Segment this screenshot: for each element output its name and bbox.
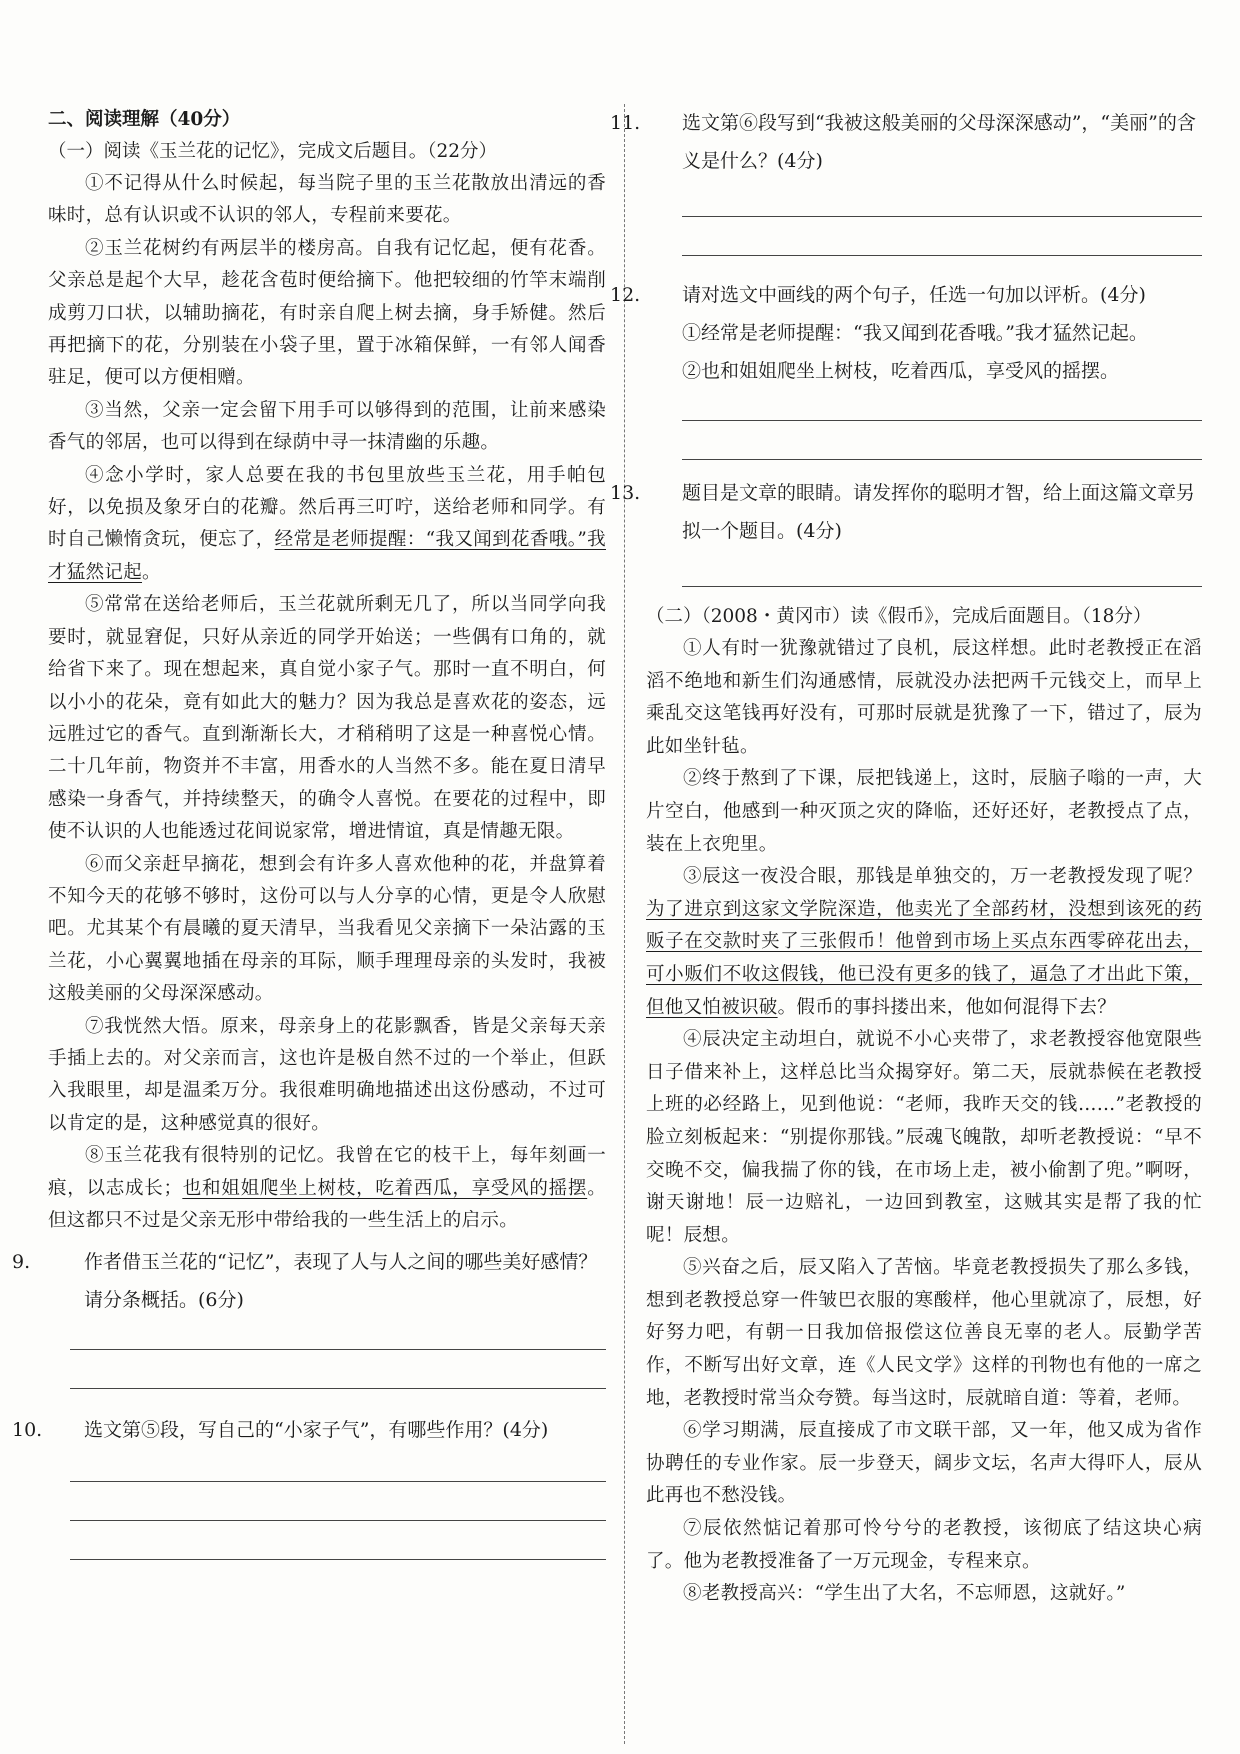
underlined-sentence: 也和姐姐爬坐上树枝，吃着西瓜，享受风的摇摆 bbox=[182, 1177, 588, 1199]
paragraph-text: ⑧玉兰花我有很特别的记忆。我曾在它的枝干上，每年刻画一痕，以志成长； bbox=[48, 1145, 606, 1199]
paragraph bbox=[646, 633, 1202, 763]
paragraph bbox=[646, 1513, 1202, 1578]
paragraph bbox=[48, 589, 606, 848]
paragraph-text: ③当然，父亲一定会留下用手可以够得到的范围，让前来感染香气的邻居，也可以得到在绿荫中寻一抹清幽的乐趣。 bbox=[48, 399, 606, 454]
question-11: 11. 选文第⑥段写到“我被这般美丽的父母深深感动”，“美丽”的含义是什么？(4分) bbox=[610, 112, 1196, 172]
paragraph-text: ①人有时一犹豫就错过了良机，辰这样想。此时老教授正在滔滔不绝地和新生们沟通感情，辰就没办法把两千元钱交上，而早上乘乱交这笔钱再好没有，可那时辰就是犹豫了一下，错过了，辰为此如坐针毡。 bbox=[646, 638, 1202, 757]
paragraph bbox=[646, 763, 1202, 861]
paragraph-text: ⑧老教授高兴：“学生出了大名，不忘师恩，这就好。” bbox=[683, 1583, 1126, 1605]
paragraph bbox=[646, 1578, 1202, 1611]
paragraph bbox=[48, 460, 606, 590]
paragraph-text: 。但这都只不过是父亲无形中带给我的一些生活上的启示。 bbox=[48, 1177, 606, 1231]
paragraph bbox=[48, 395, 606, 460]
answer-line[interactable] bbox=[70, 1388, 606, 1389]
paragraph bbox=[646, 861, 1202, 1024]
answer-line[interactable] bbox=[682, 586, 1202, 587]
answer-line[interactable] bbox=[682, 255, 1202, 256]
paragraph-text: ⑥而父亲赶早摘花，想到会有许多人喜欢他种的花，并盘算着不知今天的花够不够时，这份可以与人分享的心情，更是令人欣慰吧。尤其某个有晨曦的夏天清早，当我看见父亲摘下一朵沾露的玉兰花，小心翼翼地插在母亲的耳际，顺手理理母亲的头发时，我被这般美丽的父母深深感动。 bbox=[48, 853, 606, 1005]
paragraph-text: ②玉兰花树约有两层半的楼房高。自我有记忆起，便有花香。父亲总是起个大早，趁花含苞时便给摘下。他把较细的竹竿末端削成剪刀口状，以辅助摘花，有时亲自爬上树去摘，身手矫健。然后再把摘下的花，分别装在小袋子里，置于冰箱保鲜，一有邻人闻香驻足，便可以方便相赠。 bbox=[48, 237, 606, 389]
paragraph bbox=[646, 1024, 1202, 1252]
answer-line[interactable] bbox=[682, 459, 1202, 460]
paragraph-text: 。假币的事抖搂出来，他如何混得下去？ bbox=[777, 996, 1117, 1018]
paragraph bbox=[48, 233, 606, 395]
right-column bbox=[610, 104, 1202, 1611]
left-column bbox=[12, 104, 606, 1560]
question-12-option-2: ②也和姐姐爬坐上树枝，吃着西瓜，享受风的摇摆。 bbox=[682, 360, 1120, 382]
paragraph-text: 。 bbox=[142, 561, 161, 583]
paragraph-text: ④辰决定主动坦白，就说不小心夹带了，求老教授容他宽限些日子借来补上，这样总比当众揭穿好。第二天，辰就恭候在老教授上班的必经路上，见到他说：“老师，我昨天交的钱……”老教授的脸立刻板起来：“别提你那钱。”辰魂飞魄散，却听老教授说：“早不交晚不交，偏我揣了你的钱，在市场上走，被小偷割了兜。”啊呀，谢天谢地！辰一边赔礼，一边回到教室，这贼其实是帮了我的忙呢！辰想。 bbox=[646, 1029, 1202, 1246]
paragraph-text: ⑤常常在送给老师后，玉兰花就所剩无几了，所以当同学向我要时，就显窘促，只好从亲近的同学开始送；一些偶有口角的，就给省下来了。现在想起来，真自觉小家子气。那时一直不明白，何以小小的花朵，竟有如此大的魅力？因为我总是喜欢花的姿态，远远胜过它的香气。直到渐渐长大，才稍稍明了这是一种喜悦心情。二十几年前，物资并不丰富，用香水的人当然不多。能在夏日清早感染一身香气，并持续整天，的确令人喜悦。在要花的过程中，即使不认识的人也能透过花间说家常，增进情谊，真是情趣无限。 bbox=[48, 594, 606, 843]
question-13: 13. 题目是文章的眼睛。请发挥你的聪明才智，给上面这篇文章另拟一个题目。(4分) bbox=[610, 482, 1196, 542]
paragraph bbox=[646, 1252, 1202, 1415]
paragraph-text: ③辰这一夜没合眼，那钱是单独交的，万一老教授发现了呢？ bbox=[683, 866, 1202, 888]
passage-2-heading: （二）（2008・黄冈市）读《假币》，完成后面题目。（18分） bbox=[646, 606, 1152, 627]
paragraph-text: ⑤兴奋之后，辰又陷入了苦恼。毕竟老教授损失了那么多钱，想到老教授总穿一件皱巴衣服的寒酸样，他心里就凉了，辰想，好好努力吧，有朝一日我加倍报偿这位善良无辜的老人。辰勤学苦作，不断写出好文章，连《人民文学》这样的刊物也有他的一席之地，老教授时常当众夸赞。每当这时，辰就暗自道：等着，老师。 bbox=[646, 1257, 1202, 1409]
column-divider bbox=[624, 104, 625, 1744]
underlined-sentence: 经常是老师提醒：“我又闻到花香哦。”我才猛然记起 bbox=[48, 529, 606, 583]
passage-1-body bbox=[48, 168, 606, 1237]
paragraph-text: ②终于熬到了下课，辰把钱递上，这时，辰脑子嗡的一声，大片空白，他感到一种灭顶之灾的降临，还好还好，老教授点了点，装在上衣兜里。 bbox=[646, 768, 1202, 855]
paragraph bbox=[48, 1140, 606, 1237]
question-9: 9. 作者借玉兰花的“记忆”，表现了人与人之间的哪些美好感情？请分条概括。(6分) bbox=[12, 1251, 598, 1312]
paragraph-text: ④念小学时，家人总要在我的书包里放些玉兰花，用手帕包好，以免损及象牙白的花瓣。然后再三叮咛，送给老师和同学。有时自己懒惰贪玩，便忘了， bbox=[48, 464, 606, 551]
underlined-sentence: 为了进京到这家文学院深造，他卖光了全部药材，没想到该死的药贩子在交款时夹了三张假币！他曾到市场上买点东西零碎花出去，可小贩们不收这假钱，他已没有更多的钱了，逼急了才出此下策，但他又怕被识破 bbox=[646, 898, 1202, 1018]
paragraph bbox=[48, 1011, 606, 1141]
paragraph-text: ⑦我恍然大悟。原来，母亲身上的花影飘香，皆是父亲每天亲手插上去的。对父亲而言，这也许是极自然不过的一个举止，但跃入我眼里，却是温柔万分。我很难明确地描述出这份感动，不过可以肯定的是，这种感觉真的很好。 bbox=[48, 1015, 606, 1134]
paragraph-text: ①不记得从什么时候起，每当院子里的玉兰花散放出清远的香味时，总有认识或不认识的邻人，专程前来要花。 bbox=[48, 173, 606, 227]
paragraph bbox=[646, 1415, 1202, 1513]
paragraph-text: ⑦辰依然惦记着那可怜兮兮的老教授，该彻底了结这块心病了。他为老教授准备了一万元现金，专程来京。 bbox=[646, 1518, 1202, 1572]
section-title: 二、阅读理解（40分） bbox=[48, 109, 241, 130]
paragraph bbox=[48, 849, 606, 1011]
paragraph bbox=[48, 168, 606, 233]
question-12-option-1: ①经常是老师提醒：“我又闻到花香哦。”我才猛然记起。 bbox=[682, 322, 1148, 344]
paragraph-text: ⑥学习期满，辰直接成了市文联干部，又一年，他又成为省作协聘任的专业作家。辰一步登天，阔步文坛，名声大得吓人，辰从此再也不愁没钱。 bbox=[646, 1420, 1202, 1507]
passage-2-body bbox=[646, 633, 1202, 1611]
question-10: 10. 选文第⑤段，写自己的“小家子气”，有哪些作用？(4分) bbox=[12, 1419, 549, 1442]
answer-line[interactable] bbox=[70, 1559, 606, 1560]
passage-1-heading: （一）阅读《玉兰花的记忆》，完成文后题目。（22分） bbox=[48, 141, 498, 162]
question-12: 12. 请对选文中画线的两个句子，任选一句加以评析。(4分) bbox=[610, 284, 1146, 306]
